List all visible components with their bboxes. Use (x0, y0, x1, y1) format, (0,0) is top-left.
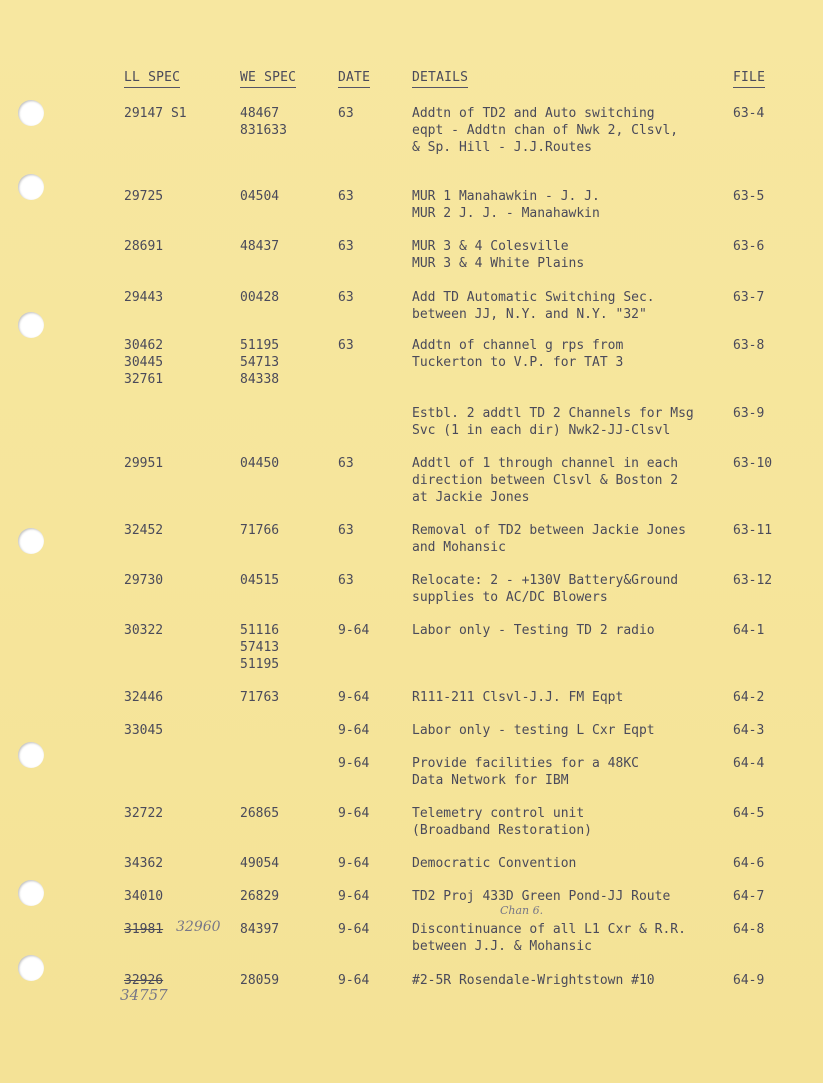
we-spec-cell-line: 26865 (240, 806, 280, 821)
ll-spec-cell-line: 31981 (124, 922, 164, 937)
we-spec-cell-line: 48437 (240, 239, 280, 254)
file-cell: 63-5 (733, 189, 765, 204)
ll-spec-cell-line: 32926 (124, 973, 164, 988)
date-cell: 9-64 (338, 889, 370, 904)
handwritten-ll-correction: 34757 (120, 986, 168, 1004)
file-cell: 64-6 (733, 856, 765, 871)
handwritten-chan-note: Chan 6. (500, 904, 544, 917)
we-spec-cell (240, 289, 279, 306)
ll-spec-cell-line: 34362 (124, 856, 164, 871)
ll-spec-cell (124, 188, 163, 205)
ll-spec-cell-line: 34010 (124, 889, 164, 904)
details-cell (412, 238, 584, 272)
ll-spec-cell-line: 29147 S1 (124, 106, 187, 121)
details-cell-line: Labor only - Testing TD 2 radio (412, 623, 655, 638)
ll-spec-cell (124, 337, 163, 388)
details-cell-line: & Sp. Hill - J.J.Routes (412, 140, 593, 155)
punch-hole (18, 880, 44, 906)
details-cell (412, 972, 655, 989)
date-cell: 9-64 (338, 973, 370, 988)
details-cell-line: Estbl. 2 addtl TD 2 Channels for Msg (412, 406, 694, 421)
ll-spec-cell-line: 29951 (124, 456, 164, 471)
header-details: DETAILS (412, 70, 468, 88)
details-cell-line: Relocate: 2 - +130V Battery&Ground (412, 573, 679, 588)
header-we-spec: WE SPEC (240, 70, 296, 88)
file-cell: 63-8 (733, 338, 765, 353)
ll-spec-cell-line: 32761 (124, 372, 164, 387)
ll-spec-cell (124, 455, 163, 472)
file-cell: 63-9 (733, 406, 765, 421)
header-ll-spec: LL SPEC (124, 70, 180, 88)
we-spec-cell (240, 921, 279, 938)
details-cell-line: between J.J. & Mohansic (412, 939, 593, 954)
ll-spec-cell-line: 29443 (124, 290, 164, 305)
details-cell-line: eqpt - Addtn chan of Nwk 2, Clsvl, (412, 123, 679, 138)
ll-spec-cell-line: 30445 (124, 355, 164, 370)
details-cell-line: Tuckerton to V.P. for TAT 3 (412, 355, 624, 370)
details-cell-line: Democratic Convention (412, 856, 577, 871)
we-spec-cell-line: 51195 (240, 657, 280, 672)
file-cell: 64-4 (733, 756, 765, 771)
we-spec-cell (240, 238, 279, 255)
ll-spec-cell (124, 238, 163, 255)
details-cell-line: Addtn of TD2 and Auto switching (412, 106, 655, 121)
ll-spec-cell-line: 32452 (124, 523, 164, 538)
file-cell: 63-6 (733, 239, 765, 254)
we-spec-cell-line: 71766 (240, 523, 280, 538)
date-cell: 63 (338, 106, 354, 121)
ll-spec-cell (124, 622, 163, 639)
we-spec-cell (240, 689, 279, 706)
ll-spec-cell-line: 29730 (124, 573, 164, 588)
date-cell: 63 (338, 523, 354, 538)
ll-spec-cell (124, 105, 187, 122)
file-cell: 63-7 (733, 290, 765, 305)
ll-spec-cell-line: 33045 (124, 723, 164, 738)
details-cell-line: Removal of TD2 between Jackie Jones (412, 523, 686, 538)
we-spec-cell-line: 57413 (240, 640, 280, 655)
we-spec-cell-line: 04504 (240, 189, 280, 204)
file-cell: 63-4 (733, 106, 765, 121)
ll-spec-cell-line: 32446 (124, 690, 164, 705)
file-cell: 63-11 (733, 523, 773, 538)
punch-hole (18, 312, 44, 338)
we-spec-cell-line: 00428 (240, 290, 280, 305)
we-spec-cell-line: 28059 (240, 973, 280, 988)
details-cell (412, 188, 600, 222)
details-cell (412, 405, 694, 439)
we-spec-cell-line: 48467 (240, 106, 280, 121)
details-cell-line: MUR 2 J. J. - Manahawkin (412, 206, 600, 221)
details-cell-line: Svc (1 in each dir) Nwk2-JJ-Clsvl (412, 423, 671, 438)
details-cell-line: Addtl of 1 through channel in each (412, 456, 679, 471)
we-spec-cell-line: 71763 (240, 690, 280, 705)
ll-spec-cell (124, 855, 163, 872)
details-cell-line: R111-211 Clsvl-J.J. FM Eqpt (412, 690, 624, 705)
file-cell: 63-10 (733, 456, 773, 471)
date-cell: 63 (338, 239, 354, 254)
details-cell-line: Labor only - testing L Cxr Eqpt (412, 723, 655, 738)
date-cell: 9-64 (338, 756, 370, 771)
we-spec-cell-line: 49054 (240, 856, 280, 871)
date-cell: 9-64 (338, 723, 370, 738)
we-spec-cell (240, 805, 279, 822)
details-cell (412, 572, 678, 606)
date-cell: 63 (338, 573, 354, 588)
details-cell (412, 689, 623, 706)
ll-spec-cell (124, 805, 163, 822)
details-cell (412, 455, 678, 506)
details-cell (412, 289, 655, 323)
ll-spec-cell (124, 522, 163, 539)
date-cell: 9-64 (338, 806, 370, 821)
details-cell-line: TD2 Proj 433D Green Pond-JJ Route (412, 889, 671, 904)
file-cell: 64-1 (733, 623, 765, 638)
details-cell-line: supplies to AC/DC Blowers (412, 590, 608, 605)
file-cell: 64-8 (733, 922, 765, 937)
file-cell: 64-2 (733, 690, 765, 705)
details-cell-line: #2-5R Rosendale-Wrightstown #10 (412, 973, 655, 988)
we-spec-cell-line: 84338 (240, 372, 280, 387)
ll-spec-cell (124, 921, 163, 938)
file-cell: 64-3 (733, 723, 765, 738)
we-spec-cell-line: 51195 (240, 338, 280, 353)
ll-spec-cell (124, 572, 163, 589)
ll-spec-cell (124, 689, 163, 706)
header-date: DATE (338, 70, 370, 88)
details-cell (412, 888, 670, 905)
details-cell (412, 722, 655, 739)
date-cell: 9-64 (338, 922, 370, 937)
we-spec-cell (240, 888, 279, 905)
we-spec-cell-line: 54713 (240, 355, 280, 370)
we-spec-cell-line: 04515 (240, 573, 280, 588)
details-cell-line: Data Network for IBM (412, 773, 569, 788)
date-cell: 9-64 (338, 623, 370, 638)
we-spec-cell-line: 84397 (240, 922, 280, 937)
details-cell-line: MUR 3 & 4 White Plains (412, 256, 585, 271)
details-cell (412, 105, 678, 156)
ll-spec-cell-line: 32722 (124, 806, 164, 821)
we-spec-cell (240, 188, 279, 205)
date-cell: 63 (338, 189, 354, 204)
we-spec-cell-line: 51116 (240, 623, 280, 638)
punch-hole (18, 528, 44, 554)
we-spec-cell (240, 105, 287, 139)
punch-hole (18, 742, 44, 768)
details-cell (412, 755, 639, 789)
date-cell: 63 (338, 456, 354, 471)
details-cell (412, 622, 655, 639)
ll-spec-cell (124, 289, 163, 306)
ll-spec-cell (124, 888, 163, 905)
details-cell-line: Addtn of channel g rps from (412, 338, 624, 353)
details-cell (412, 805, 592, 839)
details-cell-line: MUR 3 & 4 Colesville (412, 239, 569, 254)
details-cell-line: Discontinuance of all L1 Cxr & R.R. (412, 922, 686, 937)
we-spec-cell (240, 972, 279, 989)
we-spec-cell (240, 622, 279, 673)
details-cell (412, 921, 686, 955)
date-cell: 9-64 (338, 856, 370, 871)
punch-hole (18, 100, 44, 126)
details-cell (412, 337, 623, 371)
ll-spec-cell-line: 30322 (124, 623, 164, 638)
we-spec-cell (240, 855, 279, 872)
details-cell-line: Telemetry control unit (412, 806, 585, 821)
details-cell-line: at Jackie Jones (412, 490, 530, 505)
details-cell (412, 522, 686, 556)
details-cell (412, 855, 576, 872)
details-cell-line: (Broadband Restoration) (412, 823, 593, 838)
we-spec-cell-line: 04450 (240, 456, 280, 471)
details-cell-line: and Mohansic (412, 540, 506, 555)
we-spec-cell (240, 337, 279, 388)
we-spec-cell-line: 26829 (240, 889, 280, 904)
date-cell: 63 (338, 338, 354, 353)
ll-spec-cell (124, 722, 163, 739)
punch-hole (18, 174, 44, 200)
we-spec-cell-line: 831633 (240, 123, 287, 138)
ll-spec-cell-line: 28691 (124, 239, 164, 254)
file-cell: 64-9 (733, 973, 765, 988)
we-spec-cell (240, 455, 279, 472)
punch-hole (18, 955, 44, 981)
date-cell: 9-64 (338, 690, 370, 705)
header-file: FILE (733, 70, 765, 88)
details-cell-line: MUR 1 Manahawkin - J. J. (412, 189, 600, 204)
date-cell: 63 (338, 290, 354, 305)
file-cell: 64-7 (733, 889, 765, 904)
file-cell: 64-5 (733, 806, 765, 821)
details-cell-line: between JJ, N.Y. and N.Y. "32" (412, 307, 647, 322)
we-spec-cell (240, 572, 279, 589)
we-spec-cell (240, 522, 279, 539)
ll-spec-cell-line: 30462 (124, 338, 164, 353)
handwritten-ll-correction: 32960 (176, 919, 221, 935)
details-cell-line: direction between Clsvl & Boston 2 (412, 473, 679, 488)
ll-spec-cell-line: 29725 (124, 189, 164, 204)
details-cell-line: Add TD Automatic Switching Sec. (412, 290, 655, 305)
file-cell: 63-12 (733, 573, 773, 588)
details-cell-line: Provide facilities for a 48KC (412, 756, 639, 771)
